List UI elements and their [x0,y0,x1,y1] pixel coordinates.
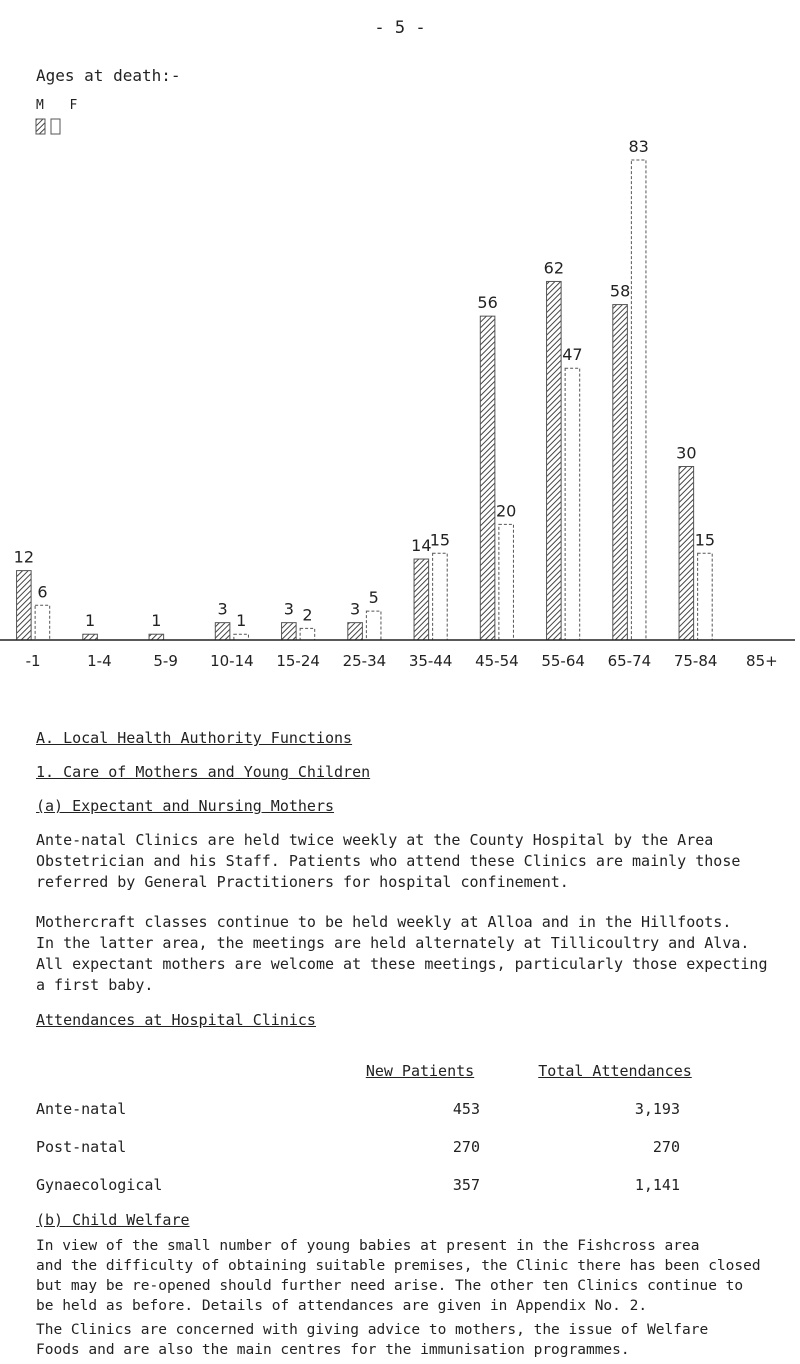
legend-male-swatch [36,119,45,134]
x-tick-label: 15-24 [276,652,320,670]
subsection-b-heading: (b) Child Welfare [36,1211,190,1229]
paragraph-child-welfare: In view of the small number of young babies at present in the Fishcross area and the difficulty of obtaining suitable premises, the Clinic there has been closed but may be re-opened should further need arise. The other ten Clinics continue to be held as before. Details of attendances are given in Appendix No. 2. [36,1238,761,1314]
bar-male [613,305,628,640]
bar-female [234,634,249,640]
data-label: 58 [609,281,631,301]
x-tick-label: 85+ [746,652,778,670]
legend-swatches [34,116,74,142]
bar-female [300,628,315,640]
x-tick-label: -1 [25,652,41,670]
data-label: 1 [236,611,247,631]
data-label: 56 [477,293,498,313]
paragraph-mothercraft: Mothercraft classes continue to be held weekly at Alloa and in the Hillfoots. In the latter area, the meetings are held alternately at Tillicoultry and Alva. All expectant mothers are welcome at these meetings, particularly those expecting a first baby. [36,913,768,994]
data-label: 15 [694,530,716,550]
paragraph-clinics-cont: Foods and are also the main centres for the immunisation programmes. [36,1342,630,1358]
data-label: 14 [411,536,432,556]
data-label: 6 [37,582,48,602]
bar-female [698,553,713,640]
data-label: 3 [283,599,294,619]
legend-female-swatch [51,119,60,134]
paragraph-clinics: The Clinics are concerned with giving advice to mothers, the issue of Welfare [36,1322,709,1338]
x-tick-label: 65-74 [607,652,652,670]
bar-male [215,623,230,640]
x-tick-label: 10-14 [210,652,254,670]
data-label: 12 [13,547,35,567]
x-tick-label: 45-54 [475,652,519,670]
bar-male [17,571,32,640]
bar-female [35,605,50,640]
bar-female [499,524,514,640]
data-label: 3 [217,599,228,619]
bar-female [565,368,580,640]
bar-male [348,623,363,640]
data-label: 30 [676,443,697,463]
bar-male [679,467,694,640]
legend [36,98,77,113]
subsection-a-heading: (a) Expectant and Nursing Mothers [36,797,335,815]
bar-male [547,281,562,640]
data-label: 20 [495,501,517,521]
data-label: 62 [543,258,565,278]
data-label: 83 [628,140,649,156]
table-title: Attendances at Hospital Clinics [36,1011,316,1029]
legend-female-label: F [69,98,78,113]
bar-female [433,553,448,640]
bar-male [83,634,98,640]
data-label: 47 [562,345,583,365]
data-label: 15 [429,530,451,550]
x-tick-label: 75-84 [673,652,718,670]
x-tick-label: 25-34 [342,652,387,670]
x-tick-label: 35-44 [408,652,453,670]
table-header-total: Total Attendances [538,1062,692,1080]
data-label: 3 [349,599,361,619]
bar-female [366,611,381,640]
bar-male [149,634,164,640]
table-header-new: New Patients [365,1062,475,1080]
page-number: - 5 - [374,18,426,38]
bar-female [631,160,646,640]
data-label: 1 [84,611,96,631]
section-1-heading: 1. Care of Mothers and Young Children [36,763,371,781]
section-a-heading: A. Local Health Authority Functions [36,729,353,747]
bar-male [282,623,297,640]
data-label: 2 [302,605,313,625]
data-label: 1 [151,611,162,631]
x-tick-label: 55-64 [541,652,585,670]
bar-male [480,316,495,640]
bar-male [414,559,429,640]
data-label: 5 [368,588,379,608]
paragraph-antenatal: Ante-natal Clinics are held twice weekly at the County Hospital by the Area Obstetrician and his Staff. Patients who attend these Clinics are mainly those referred by General Practitioners for hospital confinement. [36,831,741,891]
chart-heading: Ages at death:- [36,66,181,85]
x-tick-label: 5-9 [153,652,178,670]
legend-male-label: M [36,98,44,113]
x-tick-label: 1-4 [87,652,112,670]
age-at-death-chart [0,140,800,705]
